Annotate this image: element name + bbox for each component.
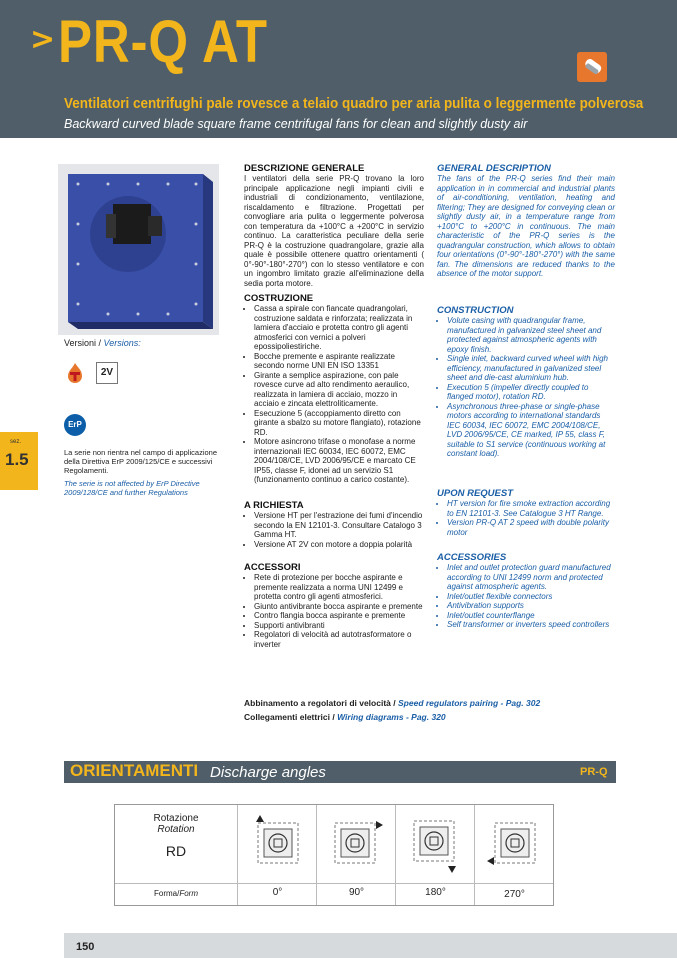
list-item: • Inlet/outlet counterflange bbox=[447, 611, 615, 621]
list-item: • HT version for fire smoke extraction according to EN 12101-3. See Catalogue 3 HT Range. bbox=[447, 499, 615, 518]
list-item: • Girante a semplice aspirazione, con pale rovesce curve ad alto rendimento aeraulico, realizzata in lamiera di acciaio, mozzo in acciaio e zincata elettroliticamente. bbox=[254, 371, 424, 409]
request-block-en bbox=[437, 488, 615, 537]
fan-photo bbox=[58, 164, 219, 335]
orientations-table bbox=[114, 804, 554, 906]
description-text: I ventilatori della serie PR-Q trovano la loro principale applicazione negli impianti civili e industriali di condizionamento, ventilazione, riscaldamento e filtrazione. Progettati per convogliare aria pulita o leggermente polverosa con temperatura da +100°C a +200°C in servizio continuo. La caratteristica peculiare della serie PR-Q è la costruzione quadrangolare, grazie alla quale è possibile ottenere quattro orientamenti ( 0°-90°-180°-270°) con lo stesso ventilatore e con un ingombro limitato grazie all'eliminazione della sedia porta motore. bbox=[244, 174, 424, 288]
list-item: • Contro flangia bocca aspirante e premente bbox=[254, 611, 424, 621]
list-item: • Versione AT 2V con motore a doppia polarità bbox=[254, 540, 424, 550]
description-text: The fans of the PR-Q series find their main application in in commercial and industrial plants of air-conditioning, ventilation, heating and filtering; They are designed for conveying clean or slightly dusty air, in a temperature range from +100°C to +200°C in continuous. The main characteristic of the PR-Q series is the quadrangular construction, which allows to obtain four orientations (0°-90°-180°-270°) with the same fan. The dimensions are reduced thanks to the absence of the motor support. bbox=[437, 174, 615, 278]
list-item: • Regolatori di velocità ad autotrasformatore o inverter bbox=[254, 630, 424, 649]
orientation-180-icon bbox=[408, 811, 464, 875]
list-item: • Single inlet, backward curved wheel with high efficiency, manufactured in galvanized steel sheet and die-cast aluminium hub. bbox=[447, 354, 615, 383]
subtitle-english: Backward curved blade square frame centrifugal fans for clean and slightly dusty air bbox=[64, 117, 528, 131]
section-heading: A RICHIESTA bbox=[244, 500, 304, 511]
list-item: • Antivibration supports bbox=[447, 601, 615, 611]
erp-note-italian: La serie non rientra nel campo di applicazione della Direttiva ErP 2009/125/CE e successivi Regolamenti. bbox=[64, 448, 218, 475]
list-item: • Execution 5 (impeller directly coupled to flanged motor), rotation RD. bbox=[447, 383, 615, 402]
footer-bar bbox=[64, 933, 677, 958]
angle-label: 90° bbox=[348, 887, 365, 898]
construction-block-it bbox=[244, 293, 424, 485]
section-heading: ACCESSORI bbox=[244, 562, 301, 573]
ht-version-icon bbox=[64, 362, 86, 384]
request-block-it bbox=[244, 500, 424, 549]
construction-block-en bbox=[437, 305, 615, 459]
versions-label: Versioni / Versions: bbox=[64, 338, 141, 348]
orientation-0-icon bbox=[252, 813, 304, 873]
list-item: • Volute casing with quadrangular frame, manufactured in galvanized steel sheet and protected against atmospheric agents with epoxy finish. bbox=[447, 316, 615, 354]
list-item: • Self transformer or inverters speed controllers bbox=[447, 620, 615, 630]
request-list bbox=[244, 511, 424, 549]
rotation-label-it: Rotazione bbox=[153, 813, 199, 824]
page-number: 150 bbox=[76, 941, 95, 953]
list-item: • Version PR-Q AT 2 speed with double polarity motor bbox=[447, 518, 615, 537]
cross-references bbox=[244, 696, 540, 724]
request-list bbox=[437, 499, 615, 537]
orientation-cell-180 bbox=[395, 805, 475, 905]
list-item: • Esecuzione 5 (accoppiamento diretto con girante a sbalzo su motore flangiato), rotazione RD. bbox=[254, 409, 424, 438]
section-heading: UPON REQUEST bbox=[437, 488, 514, 499]
list-item: • Motore asincrono trifase o monofase a norme internazionali IEC 60034, IEC 60072, EMC 2004/108/CE, LVD 2006/95/CE e marcato CE IP55, classe F, idonei ad un servizio S1 (funzionamento continuo a carico costante). bbox=[254, 437, 424, 485]
accessories-block-en bbox=[437, 552, 615, 630]
title-arrow: > bbox=[30, 22, 56, 57]
page-title: PR-Q AT bbox=[58, 8, 268, 75]
angle-label: 0° bbox=[272, 887, 283, 898]
erp-note-english: The serie is not affected by ErP Directive 2009/128/CE and further Regulations bbox=[64, 479, 200, 497]
orientation-cell-90 bbox=[316, 805, 396, 905]
subtitle-italian: Ventilatori centrifughi pale rovesce a telaio quadro per aria pulita o leggermente polverosa bbox=[64, 96, 644, 112]
section-heading: CONSTRUCTION bbox=[437, 305, 514, 316]
construction-list bbox=[437, 316, 615, 459]
accessories-list bbox=[437, 563, 615, 630]
rotation-label bbox=[115, 813, 237, 859]
orientations-subtitle: Discharge angles bbox=[210, 764, 326, 781]
section-number: 1.5 bbox=[5, 450, 29, 469]
rotation-value: RD bbox=[165, 843, 187, 859]
section-heading: COSTRUZIONE bbox=[244, 293, 314, 304]
english-column bbox=[437, 163, 615, 279]
speed-regulators-link[interactable]: Abbinamento a regolatori di velocità / Speed regulators pairing - Pag. 302 bbox=[244, 698, 541, 708]
form-label: Forma/Form bbox=[153, 889, 198, 898]
section-heading: GENERAL DESCRIPTION bbox=[437, 163, 551, 174]
erp-logo: ErP bbox=[64, 414, 86, 436]
rotation-label-en: Rotation bbox=[157, 824, 195, 835]
section-label: sez. bbox=[10, 439, 22, 445]
list-item: • Inlet and outlet protection guard manufactured according to UNI 12499 norm and protected against atmospheric agents. bbox=[447, 563, 615, 592]
list-item: • Cassa a spirale con fiancate quadrangolari, costruzione saldata e rinforzata; realizzata in lamiera d'acciaio e protetta contro gli agenti atmosferici con vernici a polveri epossipoliestiriche. bbox=[254, 304, 424, 352]
orientation-270-icon bbox=[485, 813, 543, 873]
model-code: PR-Q bbox=[580, 766, 608, 778]
list-item: • Inlet/outlet flexible connectors bbox=[447, 592, 615, 602]
orientation-cell-0 bbox=[237, 805, 317, 905]
accessories-list bbox=[244, 573, 424, 649]
angle-label: 270° bbox=[504, 889, 525, 900]
italian-column bbox=[244, 163, 424, 288]
list-item: • Asynchronous three-phase or single-phase motors according to international standards IEC 60034, IEC 60072, EMC 2004/108/CE, LVD 2006/95/CE, CE marked, IP 55, class F, suitable to S1 service (continuous working at constant load). bbox=[447, 402, 615, 459]
list-item: • Giunto antivibrante bocca aspirante e premente bbox=[254, 602, 424, 612]
orientation-90-icon bbox=[329, 813, 385, 873]
orientations-title: ORIENTAMENTI bbox=[70, 761, 199, 780]
list-item: • Rete di protezione per bocche aspirante e premente realizzata a norma UNI 12499 e protetta contro gli agenti atmosferici. bbox=[254, 573, 424, 602]
accessories-block-it bbox=[244, 562, 424, 649]
orientation-cell-270 bbox=[474, 805, 554, 905]
construction-list bbox=[244, 304, 424, 485]
list-item: • Bocche premente e aspirante realizzate secondo norme UNI EN ISO 13351 bbox=[254, 352, 424, 371]
version-2v-badge: 2V bbox=[96, 362, 118, 384]
section-heading: DESCRIZIONE GENERALE bbox=[244, 163, 365, 174]
category-icon bbox=[577, 52, 607, 82]
angle-label: 180° bbox=[425, 887, 446, 898]
section-heading: ACCESSORIES bbox=[437, 552, 507, 563]
list-item: • Supporti antivibranti bbox=[254, 621, 424, 631]
list-item: • Versione HT per l'estrazione dei fumi d'incendio secondo la EN 12101-3. Consultare Catalogo 3 Gamma HT. bbox=[254, 511, 424, 540]
wiring-diagrams-link[interactable]: Collegamenti elettrici / Wiring diagrams - Pag. 320 bbox=[244, 712, 446, 722]
